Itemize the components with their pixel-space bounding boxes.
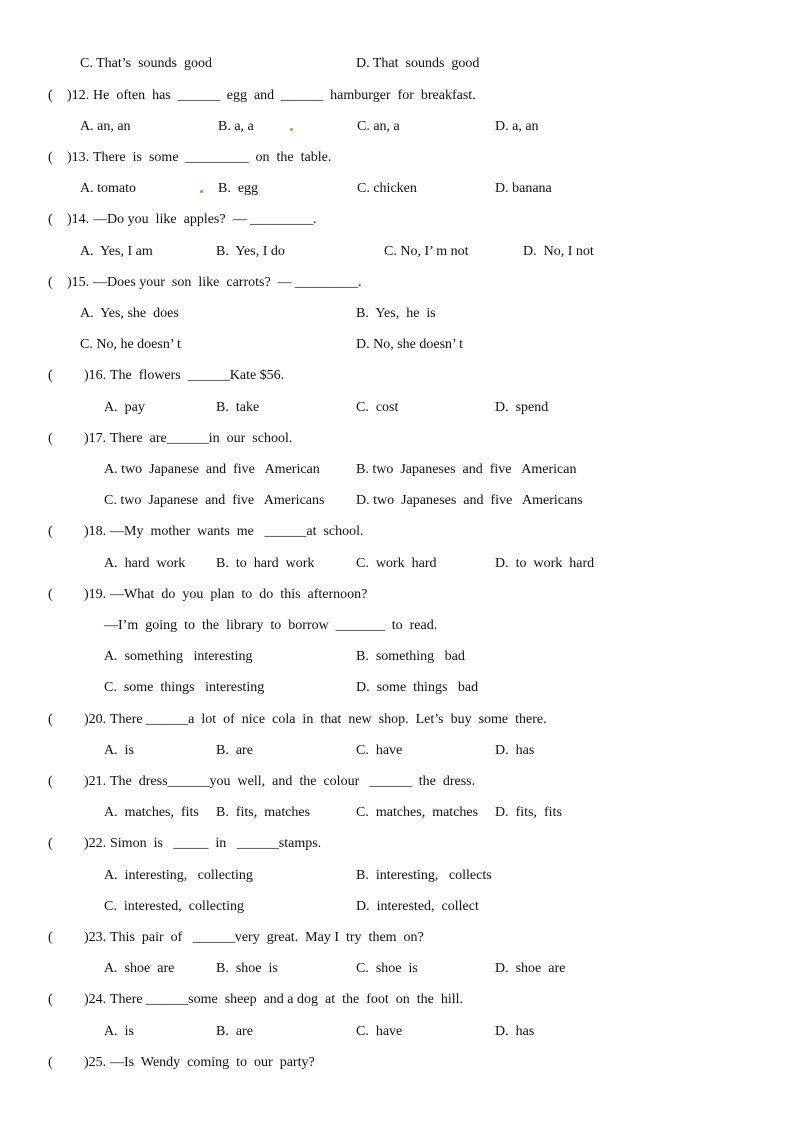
answer-paren[interactable]: ( xyxy=(48,774,53,789)
question-number: )16. xyxy=(84,368,107,383)
option-d[interactable]: D. has xyxy=(495,1024,535,1039)
option-d[interactable]: D. two Japaneses and five Americans xyxy=(356,493,583,508)
question-number: )24. xyxy=(84,992,107,1007)
question-number: )13. xyxy=(67,150,90,165)
option-d[interactable]: D. interested, collect xyxy=(356,899,479,914)
option-d[interactable]: D. No, she doesn’ t xyxy=(356,337,464,352)
answer-paren[interactable]: ( xyxy=(48,212,53,227)
option-b[interactable]: B. are xyxy=(216,1024,253,1039)
option-d[interactable]: D. spend xyxy=(495,400,549,415)
question-number: )20. xyxy=(84,712,107,727)
answer-paren[interactable]: ( xyxy=(48,275,53,290)
option-d[interactable]: D. No, I not xyxy=(523,244,594,259)
question-stem-line-2: —I’m going to the library to borrow _______ to read. xyxy=(104,618,438,633)
option-b[interactable]: B. egg xyxy=(218,181,259,196)
question-stem: Simon is _____ in ______stamps. xyxy=(110,836,322,851)
option-c[interactable]: C. chicken xyxy=(357,181,417,196)
option-c[interactable]: C. interested, collecting xyxy=(104,899,244,914)
answer-paren[interactable]: ( xyxy=(48,431,53,446)
answer-paren[interactable]: ( xyxy=(48,150,53,165)
answer-paren[interactable]: ( xyxy=(48,88,53,103)
option-a[interactable]: A. hard work xyxy=(104,556,186,571)
option-a[interactable]: A. two Japanese and five American xyxy=(104,462,320,477)
option-b[interactable]: B. something bad xyxy=(356,649,465,664)
option-c[interactable]: C. No, I’ m not xyxy=(384,244,469,259)
option-b[interactable]: B. Yes, I do xyxy=(216,244,285,259)
stray-mark xyxy=(290,128,293,131)
option-a[interactable]: A. is xyxy=(104,743,134,758)
answer-paren[interactable]: ( xyxy=(48,712,53,727)
answer-paren[interactable]: ( xyxy=(48,587,53,602)
question-stem: —Is Wendy coming to our party? xyxy=(110,1055,315,1070)
question-stem: —Do you like apples? — _________. xyxy=(93,212,317,227)
option-c[interactable]: C. an, a xyxy=(357,119,400,134)
answer-paren[interactable]: ( xyxy=(48,992,53,1007)
option-b[interactable]: B. fits, matches xyxy=(216,805,311,820)
option-c[interactable]: C. No, he doesn’ t xyxy=(80,337,181,352)
question-stem: This pair of ______very great. May I try them on? xyxy=(110,930,424,945)
question-stem: —What do you plan to do this afternoon? xyxy=(110,587,368,602)
question-stem: There ______some sheep and a dog at the foot on the hill. xyxy=(110,992,464,1007)
option-d[interactable]: D. has xyxy=(495,743,535,758)
option-a[interactable]: A. an, an xyxy=(80,119,131,134)
option-b[interactable]: B. a, a xyxy=(218,119,254,134)
question-stem: The dress______you well, and the colour ______ the dress. xyxy=(110,774,476,789)
option-a[interactable]: A. is xyxy=(104,1024,134,1039)
answer-paren[interactable]: ( xyxy=(48,1055,53,1070)
question-number: )12. xyxy=(67,88,90,103)
option-a[interactable]: A. pay xyxy=(104,400,145,415)
question-number: )25. xyxy=(84,1055,107,1070)
option-d[interactable]: D. some things bad xyxy=(356,680,479,695)
option-b[interactable]: B. take xyxy=(216,400,260,415)
option-b[interactable]: B. to hard work xyxy=(216,556,315,571)
option-a[interactable]: A. matches, fits xyxy=(104,805,199,820)
answer-paren[interactable]: ( xyxy=(48,524,53,539)
option-b[interactable]: B. shoe is xyxy=(216,961,278,976)
q11-option-c: C. That’s sounds good xyxy=(80,56,212,71)
option-c[interactable]: C. have xyxy=(356,1024,403,1039)
option-a[interactable]: A. tomato xyxy=(80,181,136,196)
question-stem: There are______in our school. xyxy=(110,431,293,446)
option-b[interactable]: B. two Japaneses and five American xyxy=(356,462,577,477)
option-b[interactable]: B. interesting, collects xyxy=(356,868,492,883)
option-a[interactable]: A. shoe are xyxy=(104,961,175,976)
question-number: )23. xyxy=(84,930,107,945)
q11-option-d: D. That sounds good xyxy=(356,56,480,71)
option-c[interactable]: C. have xyxy=(356,743,403,758)
option-c[interactable]: C. work hard xyxy=(356,556,437,571)
option-a[interactable]: A. interesting, collecting xyxy=(104,868,253,883)
question-stem: There is some _________ on the table. xyxy=(93,150,332,165)
answer-paren[interactable]: ( xyxy=(48,930,53,945)
question-number: )15. xyxy=(67,275,90,290)
answer-paren[interactable]: ( xyxy=(48,836,53,851)
question-stem: He often has ______ egg and ______ hamburger for breakfast. xyxy=(93,88,476,103)
option-b[interactable]: B. Yes, he is xyxy=(356,306,436,321)
option-d[interactable]: D. banana xyxy=(495,181,552,196)
question-stem: There ______a lot of nice cola in that new shop. Let’s buy some there. xyxy=(110,712,547,727)
question-number: )22. xyxy=(84,836,107,851)
question-number: )18. xyxy=(84,524,107,539)
answer-paren[interactable]: ( xyxy=(48,368,53,383)
option-c[interactable]: C. matches, matches xyxy=(356,805,479,820)
option-d[interactable]: D. fits, fits xyxy=(495,805,562,820)
option-c[interactable]: C. some things interesting xyxy=(104,680,265,695)
option-c[interactable]: C. two Japanese and five Americans xyxy=(104,493,325,508)
option-a[interactable]: A. Yes, she does xyxy=(80,306,179,321)
question-number: )17. xyxy=(84,431,107,446)
option-d[interactable]: D. shoe are xyxy=(495,961,566,976)
stray-mark xyxy=(200,190,203,193)
question-stem: —My mother wants me ______at school. xyxy=(110,524,364,539)
option-b[interactable]: B. are xyxy=(216,743,253,758)
option-a[interactable]: A. something interesting xyxy=(104,649,253,664)
option-d[interactable]: D. to work hard xyxy=(495,556,595,571)
question-stem: The flowers ______Kate $56. xyxy=(110,368,285,383)
question-number: )14. xyxy=(67,212,90,227)
option-a[interactable]: A. Yes, I am xyxy=(80,244,153,259)
question-number: )21. xyxy=(84,774,107,789)
question-number: )19. xyxy=(84,587,107,602)
option-c[interactable]: C. shoe is xyxy=(356,961,418,976)
option-d[interactable]: D. a, an xyxy=(495,119,539,134)
option-c[interactable]: C. cost xyxy=(356,400,399,415)
question-stem: —Does your son like carrots? — _________. xyxy=(93,275,362,290)
